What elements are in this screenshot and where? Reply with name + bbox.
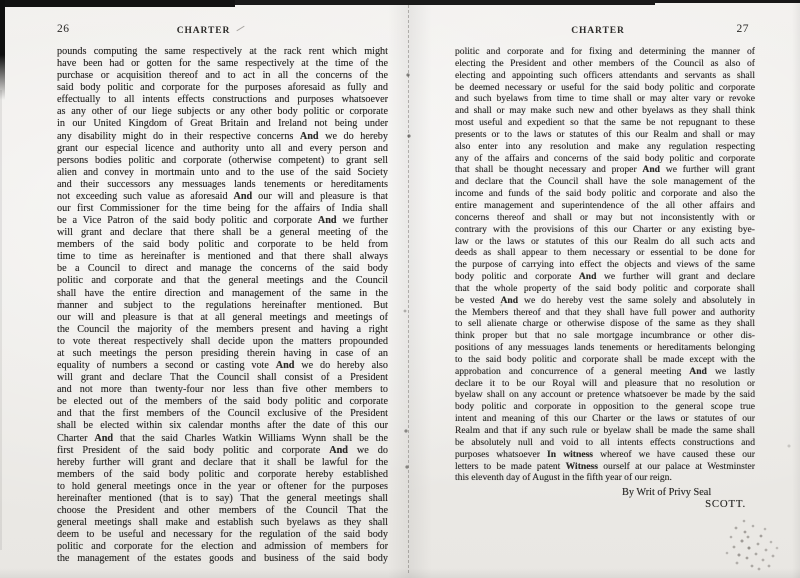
text-line: that shall be thought necessary and proper And we further will grant [455,164,755,176]
left-page-text [57,46,388,565]
text-line: have been had or gotten for the same respectively at the time of the [57,58,388,70]
text-line: politic and corporate and that the general meetings and the Council [57,275,388,287]
text-line: hereinafter mentioned (that is to say) That the general meetings shall [57,492,388,504]
text-line: choose the President and other members of the Council That the [57,504,388,516]
text-line: persons bodies politic and corporate (otherwise competent) to grant sell [57,154,388,166]
text-line: grant our especial licence and authority unto all and every person and [57,142,388,154]
right-page-text [455,46,755,484]
text-line: effectually to all intents effects constructions and purposes whatsoever [57,94,388,106]
text-line: byelaw shall on any account or pretence whatsoever be made by the said [455,389,755,401]
text-line: be elected out of the members of the said body politic and corporate [57,396,388,408]
text-line: that the whole property of the said body politic and corporate shall [455,282,755,294]
text-line: to vote thereat respectively shall decide upon the matters propounded [57,335,388,347]
left-running-head: CHARTER [176,26,231,36]
text-line: body politic and corporate in opposition to the general scope true [455,401,755,413]
text-line: deem to be useful and necessary for the regulation of the said body [57,529,388,541]
text-line: pounds computing the same respectively at the rack rent which might [57,46,388,57]
text-line: our will and pleasure is that at all general meetings and meetings of [57,311,388,323]
text-line: the purpose of carrying into effect the objects and views of the same [455,259,755,271]
text-line: be deemed necessary or useful for the said body politic and corporate [455,81,755,93]
text-line: members of the said body politic and corporate hereby established [57,468,388,480]
text-line: to sell alienate charge or otherwise dispose of the same as they shall [455,318,755,330]
text-line: entire management and superintendence of the all other affairs and [455,199,755,211]
scan-top-edge [0,0,800,3]
text-line: presents or to the laws or statutes of this our Realm and shall or may [455,128,755,140]
text-line: any disability might do in their respective concerns And we do hereby [57,130,388,142]
text-line: and not more than twenty-four nor less than five other members to [57,384,388,396]
text-line: body politic and corporate And we further will grant and declare [455,271,756,283]
text-line: will grant and declare That the Council shall consist of a President [57,372,388,384]
scan-noise-speckles [0,0,2,2]
text-line: electing the President and other members of the Council as also of [455,57,755,69]
text-line: manner and subject to the regulations hereinafter mentioned. But [57,299,388,311]
text-line: law or the laws or statutes of this our Realm do all such acts and [455,235,755,247]
signature-name: SCOTT. [705,498,746,511]
page-gutter-line [408,5,409,573]
page-gutter-shade [388,4,432,578]
text-line: purposes whatsoever In witness whereof we have caused these our [455,448,756,460]
text-line: the management of the estates goods and business of the said body [57,553,388,565]
signature-block [455,487,755,510]
text-line: Realm and that if any such rule or byelaw shall be made the same shall [455,425,755,436]
text-line: be a Council to direct and manage the concerns of the said body [57,263,388,275]
text-line: equality of numbers a second or casting vote And we do hereby also [57,360,388,372]
text-line: positions of any messuages lands tenements or hereditaments belonging [455,342,755,354]
text-line: income and funds of the said body politic and corporate and also the [455,188,755,200]
text-line: letters to be made patent Witness ourself at our palace at Westminster [455,460,755,472]
text-line: and shall or may make such new and other byelaws as they shall think [455,105,755,117]
text-line: approbation and concurrence of a general meeting And we lastly [455,365,755,377]
left-page [57,20,388,565]
text-line: general meetings shall make and establish such byelaws as they shall [57,517,388,529]
text-line: alien and convey in mortmain unto and to the use of the said Society [57,166,388,178]
text-line: in our United Kingdom of Great Britain and Ireland not being under [57,118,388,130]
text-line: and declare that the Council shall have the sole management of the [455,176,755,188]
text-line: members of the said body politic and corporate to be held from [57,239,388,251]
scan-right-edge [792,0,800,578]
text-line: and that the first members of the Council exclusive of the President [57,408,388,420]
text-line: purchase or acquisition thereof and to act in all the concerns of the [57,70,388,82]
left-page-header [57,20,388,46]
right-page-number: 27 [736,23,749,35]
text-line: and their successors any messuages lands tenements or hereditaments [57,178,388,190]
text-line: to the said body politic and corporate shall be made except with the [455,353,755,365]
text-line: our first Commissioner for the time being for the affairs of India shall [57,203,388,215]
text-line: and such byelaws from time to time shall or may alter vary or revoke [455,93,755,105]
scan-bottom-edge [0,568,800,578]
text-line: contrary with the provisions of this our Charter or any existing bye- [455,223,755,235]
text-line: not exceeding such value as aforesaid And our will and pleasure is that [57,190,388,202]
text-line: this eleventh day of August in the fifth year of our reign. [455,472,672,484]
right-page-header [455,20,755,46]
text-line: think proper but that no sale mortgage incumbrance or other dis- [455,330,755,342]
right-page [455,20,755,510]
text-line: politic and corporate for the election and admission of members for [57,541,388,553]
text-line: electing and appointing such officers attendants and servants as shall [455,69,755,81]
text-line: hereby further will grant and declare that it shall be lawful for the [57,456,388,468]
text-line: the Members thereof and that they shall have full power and authority [455,306,755,318]
text-line: Charter And that the said Charles Watkin Williams Wynn shall be the [57,432,388,444]
text-line: time to time as hereinafter is mentioned and that there shall always [57,251,388,263]
text-line: shall be elected within six calendar months after the date of this our [57,420,388,432]
text-line: be vested And we do hereby vest the same solely and absolutely in [455,294,755,306]
text-line: be absolutely null and void to all intents effects constructions and [455,436,755,448]
text-line: most useful and expedient so that the same be not repugnant to these [455,117,755,129]
privy-seal-line: By Writ of Privy Seal [622,487,712,499]
text-line: at such meetings the person presiding therein having in case of an [57,347,388,359]
text-line: concerns thereof and shall or may but not inconsistently with or [455,211,755,223]
right-running-head: CHARTER [571,26,625,36]
text-line: politic and corporate and for fixing and determining the manner of [455,46,755,57]
text-line: intent and meaning of this our Charter or the laws or statutes of our [455,413,755,425]
text-line: said body politic and corporate for the purposes aforesaid as fully and [57,82,388,94]
text-line: first President of the said body politic and corporate And we do [57,444,388,456]
scan-left-edge [0,0,5,100]
text-line: declare it to be our Royal will and pleasure that no resolution or [455,377,755,389]
text-line: also enter into any resolution and make any regulation respecting [455,140,755,152]
text-line: to hold general meetings once in the year or oftener for the purposes [57,480,388,492]
text-line: as any other of our liege subjects or any other body politic or corporate [57,106,388,118]
text-line: be a Vice Patron of the said body politic and corporate And we further [57,215,388,227]
text-line: the Council the majority of the members present and having a right [57,323,388,335]
left-page-number: 26 [57,23,70,35]
text-line: deeds as shall appear to them necessary or essential to be done for [455,247,755,259]
text-line: shall have the entire direction and management of the same in the [57,287,388,299]
text-line: any of the affairs and concerns of the said body politic and corporate [455,152,755,164]
text-line: will grant and declare that there shall be a general meeting of the [57,227,388,239]
